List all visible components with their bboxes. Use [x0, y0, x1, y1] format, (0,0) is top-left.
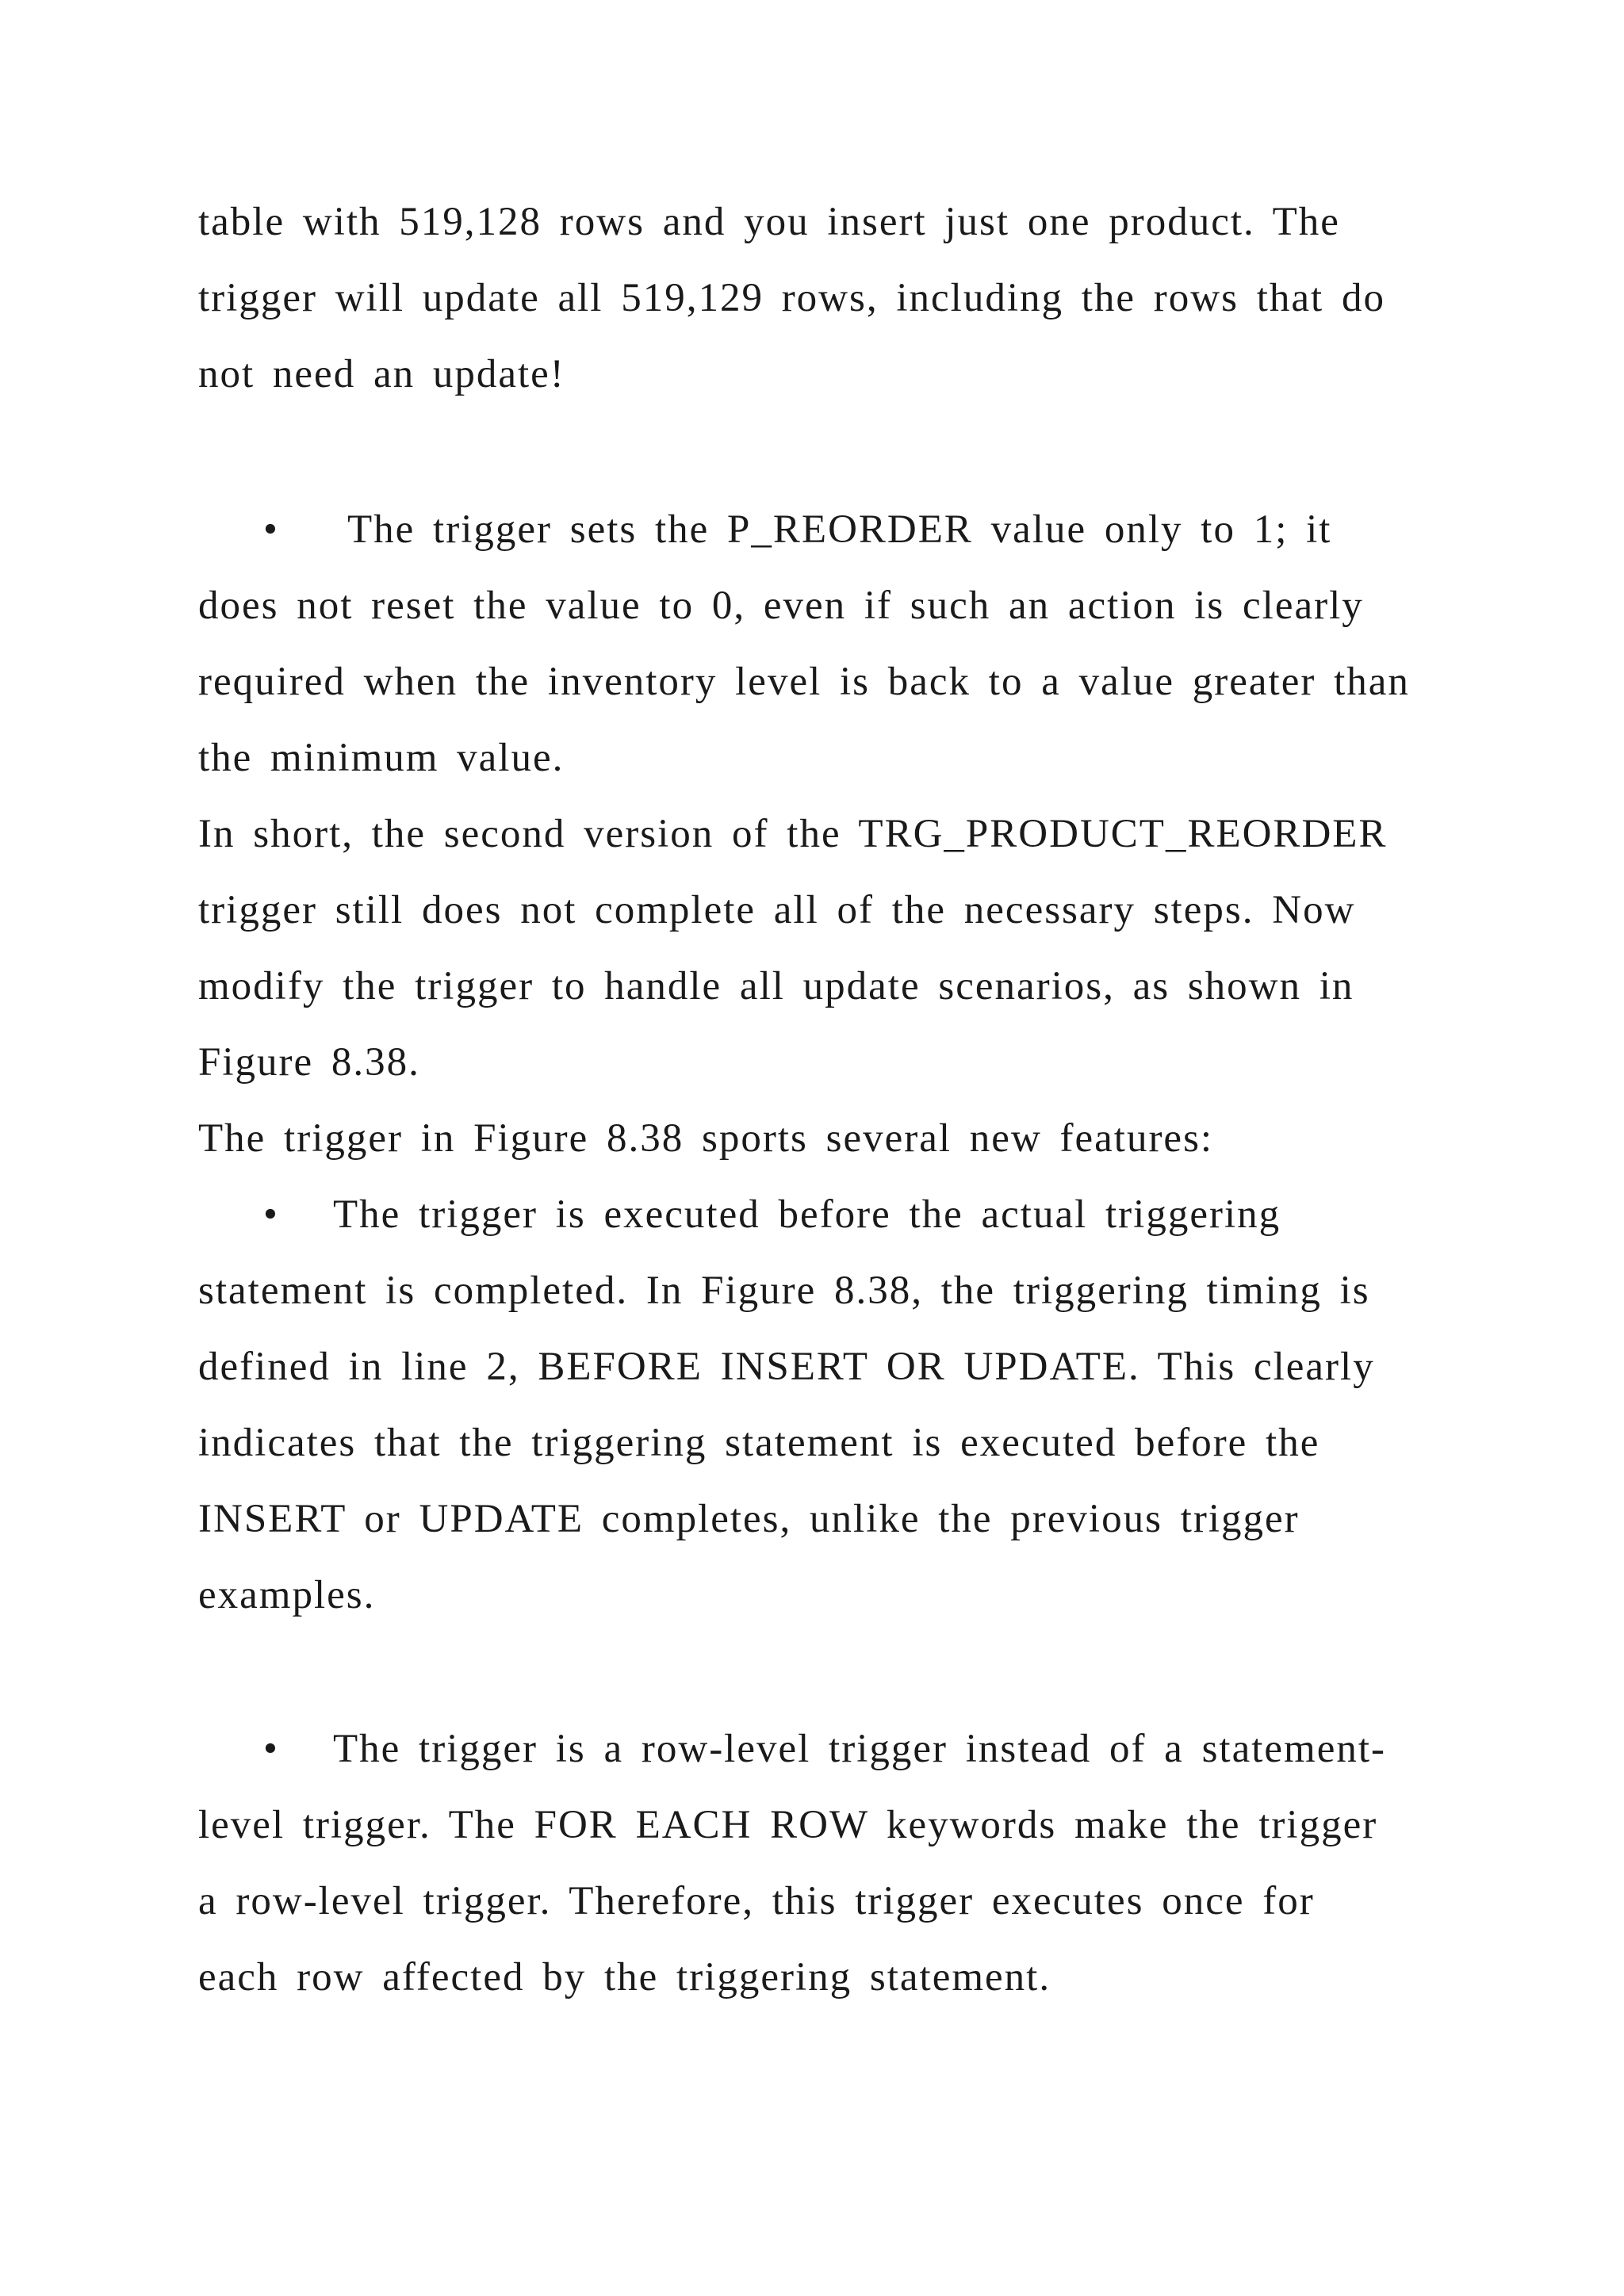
text-line: In short, the second version of the TRG_PRODUCT_REORDER [198, 812, 1388, 856]
text-line: required when the inventory level is back to a value greater than [198, 660, 1410, 704]
text-line: modify the trigger to handle all update scenarios, as shown in [198, 964, 1354, 1008]
text-line: trigger still does not complete all of the necessary steps. Now [198, 888, 1356, 932]
bullet-icon: • [263, 1192, 278, 1237]
text-line: not need an update! [198, 352, 565, 396]
bullet-icon: • [263, 507, 278, 552]
bullet-item-text: The trigger is a row-level trigger instead of a statement- [333, 1727, 1386, 1771]
text-line: indicates that the triggering statement is executed before the [198, 1421, 1320, 1465]
text-line: does not reset the value to 0, even if such an action is clearly [198, 584, 1364, 628]
text-line: INSERT or UPDATE completes, unlike the previous trigger [198, 1497, 1300, 1541]
text-line: The trigger in Figure 8.38 sports several new features: [198, 1116, 1214, 1161]
bullet-icon: • [263, 1727, 278, 1771]
text-line: Figure 8.38. [198, 1040, 420, 1085]
text-line: trigger will update all 519,129 rows, including the rows that do [198, 276, 1385, 320]
bullet-item-text: The trigger sets the P_REORDER value only to 1; it [347, 507, 1332, 552]
text-line: defined in line 2, BEFORE INSERT OR UPDATE. This clearly [198, 1345, 1375, 1389]
text-line: each row affected by the triggering statement. [198, 1955, 1051, 1999]
text-line: statement is completed. In Figure 8.38, the triggering timing is [198, 1269, 1370, 1313]
text-line: examples. [198, 1573, 376, 1617]
text-line: a row-level trigger. Therefore, this trigger executes once for [198, 1879, 1315, 1923]
text-line: level trigger. The FOR EACH ROW keywords make the trigger [198, 1803, 1378, 1847]
text-line: table with 519,128 rows and you insert just one product. The [198, 200, 1340, 244]
text-line: the minimum value. [198, 736, 565, 780]
bullet-item-text: The trigger is executed before the actual triggering [333, 1192, 1281, 1237]
